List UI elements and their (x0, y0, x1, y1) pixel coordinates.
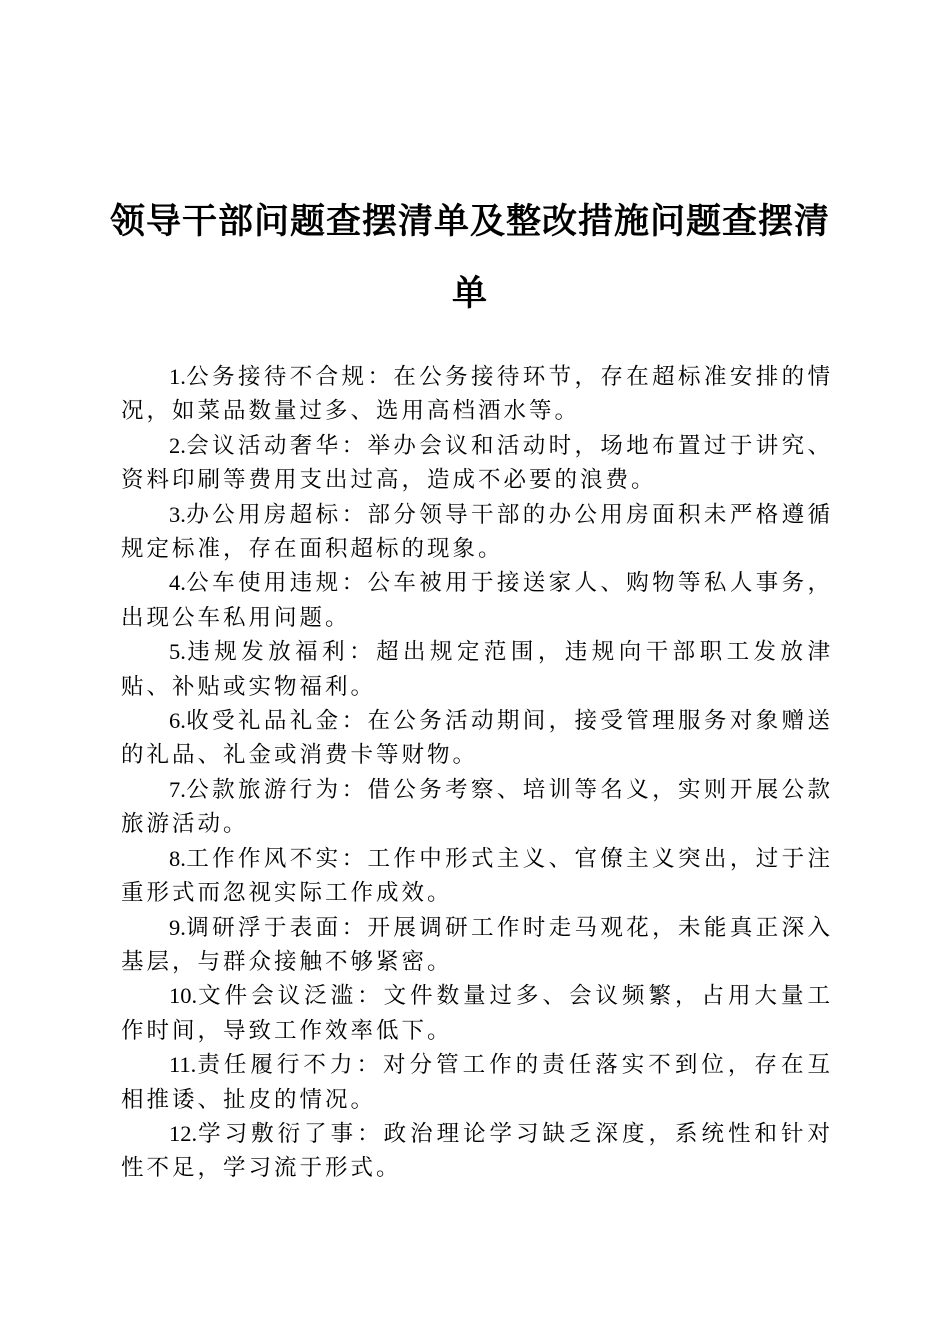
item-heading: 办公用房超标 (185, 501, 342, 528)
list-item (121, 635, 833, 704)
item-heading: 调研浮于表面 (185, 914, 342, 941)
list-item (121, 498, 833, 567)
item-heading: 文件会议泛滥 (197, 983, 358, 1010)
item-number: 2. (169, 432, 186, 458)
item-heading: 违规发放福利 (185, 639, 350, 666)
list-item (121, 979, 833, 1048)
item-number: 3. (169, 501, 186, 527)
item-text: ：对分管工作的责任落实不到位，存在互相推诿、扯皮的情况。 (121, 1052, 833, 1113)
item-heading: 会议活动奢华 (185, 432, 342, 459)
item-text: ：举办会议和活动时，场地布置过于讲究、资料印刷等费用支出过高，造成不必要的浪费。 (121, 432, 833, 494)
list-item (121, 704, 833, 773)
item-text: ：在公务活动期间，接受管理服务对象赠送的礼品、礼金或消费卡等财物。 (121, 708, 833, 769)
item-number: 12. (169, 1120, 198, 1146)
item-text: ：借公务考察、培训等名义，实则开展公款旅游活动。 (121, 776, 833, 838)
item-heading: 公务接待不合规 (185, 364, 368, 390)
item-heading: 学习敷衍了事 (197, 1120, 358, 1147)
item-number: 1. (169, 364, 186, 389)
item-number: 8. (169, 845, 186, 871)
document-body (121, 360, 833, 1186)
document-title: 领导干部问题查摆清单及整改措施问题查摆清单 (109, 201, 830, 314)
item-number: 9. (169, 914, 186, 940)
list-item (121, 842, 833, 911)
list-item (121, 911, 833, 980)
list-item (121, 360, 833, 429)
item-heading: 收受礼品礼金 (185, 708, 342, 735)
item-text: ：文件数量过多、会议频繁，占用大量工作时间，导致工作效率低下。 (121, 983, 833, 1044)
item-heading: 公车使用违规 (185, 570, 342, 597)
item-text: ：政治理论学习缺乏深度，系统性和针对性不足，学习流于形式。 (121, 1120, 833, 1182)
item-text: ：工作中形式主义、官僚主义突出，过于注重形式而忽视实际工作成效。 (121, 845, 833, 907)
item-text: ：部分领导干部的办公用房面积未严格遵循规定标准，存在面积超标的现象。 (121, 501, 833, 563)
item-text: ：超出规定范围，违规向干部职工发放津贴、补贴或实物福利。 (121, 639, 833, 700)
item-number: 5. (169, 639, 186, 665)
list-item (121, 429, 833, 498)
item-number: 6. (169, 708, 186, 734)
item-number: 11. (169, 1052, 197, 1078)
item-text: ：开展调研工作时走马观花，未能真正深入基层，与群众接触不够紧密。 (121, 914, 833, 975)
item-text: ：公车被用于接送家人、购物等私人事务，出现公车私用问题。 (121, 570, 833, 631)
item-heading: 工作作风不实 (185, 845, 342, 872)
item-heading: 责任履行不力 (196, 1052, 357, 1079)
list-item (121, 1048, 833, 1117)
item-text: ：在公务接待环节，存在超标准安排的情况，如菜品数量过多、选用高档酒水等。 (121, 364, 833, 425)
item-heading: 公款旅游行为 (185, 776, 342, 803)
item-number: 10. (169, 983, 198, 1009)
item-number: 4. (169, 570, 186, 596)
list-item (121, 566, 833, 635)
item-number: 7. (169, 776, 186, 802)
list-item (121, 1117, 833, 1186)
list-item (121, 773, 833, 842)
